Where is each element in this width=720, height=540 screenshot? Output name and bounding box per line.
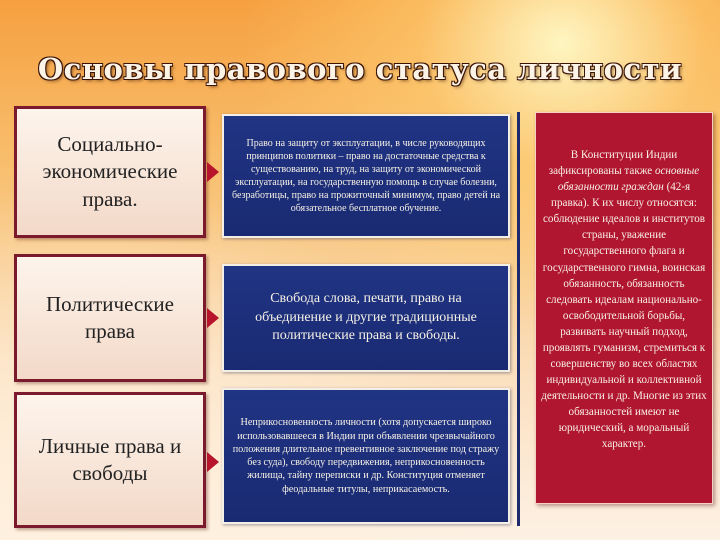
description-personal-rights (222, 388, 510, 524)
category-label: Политические права (45, 291, 174, 343)
arrow-right-icon (207, 308, 219, 328)
note-text-body: (42-я правка). К их числу относятся: соблюдение идеалов и институтов страны, уважение государственного флага и государственного гимна, воинская обязанность, обязанность следовать идеалам национально-освободительной борьбы, развивать научный подход, проявлять гуманизм, стремиться к совершенству во всех областях индивидуальной и коллективной деятельности и др. Многие из этих обязанностей имеют не юридический, а моральный характер. (541, 181, 707, 451)
category-political-rights (14, 254, 206, 382)
category-label: Социально-экономические права. (42, 132, 178, 211)
description-text: Право на защиту от эксплуатации, в числе руководящих принципов политики – право на достаточные средства к существованию, на труд, на защиту от экономической эксплуатации, на государственную помощь в случае болезни, безработицы, право на прожиточный минимум, право детей на обязательное бесплатное обучение. (232, 138, 501, 214)
category-socioeconomic-rights (14, 106, 206, 238)
description-socioeconomic-rights (222, 114, 510, 238)
note-text-intro: В Конституции Индии зафиксированы также (548, 149, 678, 178)
category-label: Личные права и свободы (38, 433, 182, 485)
divider-line (517, 112, 520, 526)
slide-title: Основы правового статуса личности (37, 52, 683, 86)
note-text-emphasis: основные обязанности граждан (557, 165, 700, 194)
category-personal-rights (14, 392, 206, 528)
civic-duties-note (535, 112, 713, 504)
description-text: Неприкосновенность личности (хотя допускается широко использовавшееся в Индии при объявлении чрезвычайного положения длительное превентивное заключение под стражу без суда), свободу передвижения, неприкосновенность жилища, тайну переписки и др. Конституция отменяет феодальные титулы, неприкасаемость. (232, 417, 500, 495)
description-text: Свобода слова, печати, право на объединение и другие традиционные политические права и свободы. (255, 290, 477, 344)
arrow-right-icon (207, 162, 219, 182)
arrow-right-icon (207, 452, 219, 472)
description-political-rights (222, 264, 510, 372)
